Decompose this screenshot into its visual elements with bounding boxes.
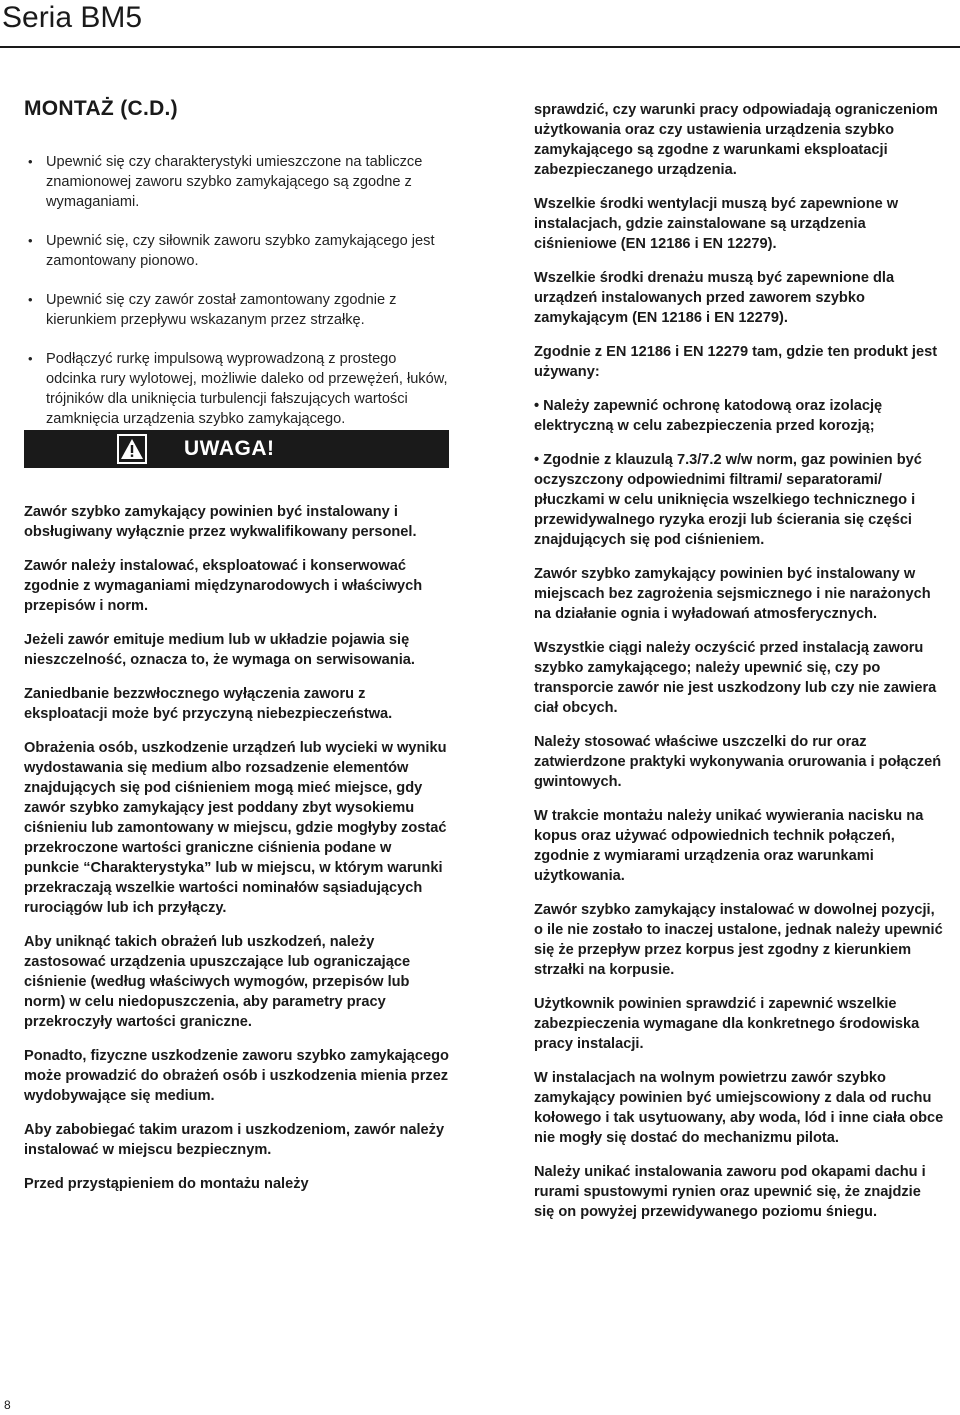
warning-label: UWAGA! [184, 437, 275, 460]
paragraph: Obrażenia osób, uszkodzenie urządzeń lub wycieki w wyniku wydostawania się medium albo rozsadzenie elementów znajdujących się pod ciśnieniem mogą mieć miejsce, gdy zawór szybko zamykający jest poddany zbyt wysokiemu ciśnieniu lub zamontowany w miejscu, gdzie mogłyby zostać przekroczone wartości graniczne ciśnienia podane w punkcie “Charakterystyka” lub w miejscu, w którym warunki przekraczają wszelkie wartości nominałów sąsiadujących rurociągów lub ich przyłączy. [24, 740, 447, 916]
warning-paragraphs [24, 502, 449, 1208]
paragraph: Ponadto, fizyczne uszkodzenie zaworu szybko zamykającego może prowadzić do obrażeń osób i uszkodzenia mienia przez wydobywające się medium. [24, 1048, 449, 1104]
paragraph: Zgodnie z EN 12186 i EN 12279 tam, gdzie ten produkt jest używany: [534, 344, 938, 380]
bullet-item: • Podłączyć rurkę impulsową wyprowadzoną z prostego odcinka rury wylotowej, możliwie daleko od przewężeń, łuków, trójników dla uniknięcia turbulencji fałszujących wartości zamknięcia urządzenia szybko zamykającego. [24, 349, 449, 429]
paragraph: Zawór należy instalować, eksploatować i konserwować zgodnie z wymaganiami międzynarodowych i właściwych przepisów i norm. [24, 558, 423, 614]
paragraph: W trakcie montażu należy unikać wywierania nacisku na kopus oraz używać odpowiednich technik połączeń, zgodnie z wymiarami urządzenia oraz warunkami użytkowania. [534, 808, 924, 884]
bullet-paragraph: • Zgodnie z klauzulą 7.3/7.2 w/w norm, gaz powinien być oczyszczony odpowiednimi filtrami/ separatorami/ płuczkami w celu uniknięcia wszelkiego technicznego i przewidywalnego ryzyka erozji lub ścierania się części znajdujących się pod ciśnieniem. [534, 452, 922, 548]
paragraph: Zaniedbanie bezzwłocznego wyłączenia zaworu z eksploatacji może być przyczyną niebezpieczeństwa. [24, 686, 393, 722]
warning-banner [24, 430, 449, 468]
bullet-paragraph: • Należy zapewnić ochronę katodową oraz izolację elektryczną w celu zabezpieczenia przed korozją; [534, 398, 883, 434]
paragraph: Należy stosować właściwe uszczelki do rur oraz zatwierdzone praktyki wykonywania orurowania i połączeń gwintowych. [534, 734, 942, 790]
paragraph: Aby uniknąć takich obrażeń lub uszkodzeń, należy zastosować urządzenia upuszczające lub ograniczające ciśnienie (według właściwych wymogów, przepisów lub norm) w celu niedopuszczenia, aby parametry pracy przekroczyły wartości graniczne. [24, 934, 411, 1030]
warning-triangle-icon [117, 434, 147, 464]
left-column [24, 96, 449, 1192]
paragraph: Zawór szybko zamykający powinien być instalowany w miejscach bez zagrożenia sejsmicznego i nie narażonych na działanie ognia i wyładowań atmosferycznych. [534, 566, 931, 622]
paragraph: sprawdzić, czy warunki pracy odpowiadają ograniczeniom użytkowania oraz czy ustawienia urządzenia szybko zamykającego są zgodne z warunkami eksploatacji zabezpieczanego urządzenia. [534, 102, 938, 178]
paragraph: Użytkownik powinien sprawdzić i zapewnić wszelkie zabezpieczenia wymagane dla konkretnego środowiska pracy instalacji. [534, 996, 920, 1052]
page-header-title: Seria BM5 [2, 1, 143, 34]
paragraph: W instalacjach na wolnym powietrzu zawór szybko zamykający powinien być umiejscowiony z dala od ruchu kołowego i tak usytuowany, aby woda, lód i inne ciała obce nie mogły się dostać do mechanizmu pilota. [534, 1070, 944, 1146]
section-heading: MONTAŻ (C.D.) [24, 97, 178, 120]
paragraph: Wszelkie środki wentylacji muszą być zapewnione w instalacjach, gdzie zainstalowane są urządzenia ciśnieniowe (EN 12186 i EN 12279). [534, 196, 899, 252]
right-column [534, 100, 944, 1236]
paragraph: Aby zabobiegać takim urazom i uszkodzeniom, zawór należy instalować w miejscu bezpiecznym. [24, 1122, 445, 1158]
paragraph: Przed przystąpieniem do montażu należy [24, 1176, 309, 1192]
paragraph: Zawór szybko zamykający instalować w dowolnej pozycji, o ile nie zostało to inaczej ustalone, jednak należy upewnić się że przepływ przez korpus jest zgodny z kierunkiem strzałki na korpusie. [534, 902, 943, 978]
paragraph: Należy unikać instalowania zaworu pod okapami dachu i rurami spustowymi rynien oraz upewnić się, że znajdzie się on powyżej przewidywanego poziomu śniegu. [534, 1164, 926, 1220]
bullet-list [24, 152, 449, 429]
paragraph: Wszystkie ciągi należy oczyścić przed instalacją zaworu szybko zamykającego; należy upewnić się, czy po transporcie zawór nie jest uszkodzony lub czy nie zawiera ciał obcych. [534, 640, 937, 716]
bullet-item: • Upewnić się, czy siłownik zaworu szybko zamykającego jest zamontowany pionowo. [24, 231, 449, 271]
page-number: 8 [4, 1398, 11, 1412]
bullet-item: • Upewnić się czy zawór został zamontowany zgodnie z kierunkiem przepływu wskazanym przez strzałkę. [24, 290, 449, 330]
bullet-item: • Upewnić się czy charakterystyki umieszczone na tabliczce znamionowej zaworu szybko zamykającego są zgodne z wymaganiami. [24, 152, 449, 212]
paragraph: Zawór szybko zamykający powinien być instalowany i obsługiwany wyłącznie przez wykwalifikowany personel. [24, 504, 417, 540]
paragraph: Wszelkie środki drenażu muszą być zapewnione dla urządzeń instalowanych przed zaworem szybko zamykającym (EN 12186 i EN 12279). [534, 270, 895, 326]
header-divider [0, 46, 960, 48]
paragraph: Jeżeli zawór emituje medium lub w układzie pojawia się nieszczelność, oznacza to, że wymaga on serwisowania. [24, 632, 415, 668]
